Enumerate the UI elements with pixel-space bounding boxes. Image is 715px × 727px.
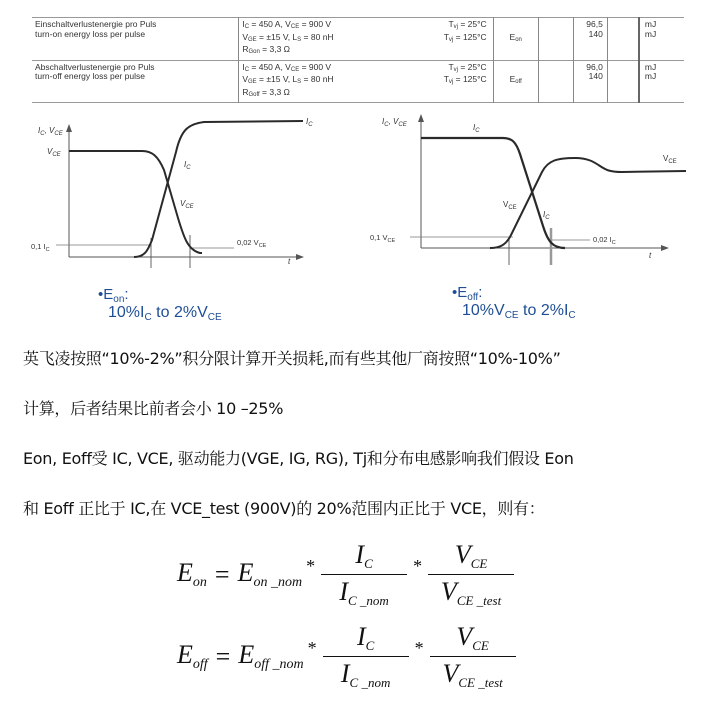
turn-on-waveform-diagram xyxy=(0,100,360,285)
vce-curve xyxy=(490,158,686,248)
condition-line: $V_{GE} = \pm 15$ V, $L_S = 80$ nH xyxy=(242,74,334,85)
ic-top-label: $I_C$ xyxy=(473,123,480,134)
condition-line: $R_{Gon} = 3,3$ Ω xyxy=(242,44,291,55)
turn-off-waveform-diagram xyxy=(360,100,715,285)
param-name-de: Abschaltverlustenergie pro Puls xyxy=(35,61,155,72)
param-name-en: turn-off energy loss per pulse xyxy=(35,71,145,81)
y-axis-label: $I_C$, $V_{CE}$ xyxy=(38,126,63,137)
threshold-label-vce: 0,02 $V_{CE}$ xyxy=(237,238,267,249)
threshold-label-ic: 0,02 $I_C$ xyxy=(593,235,616,246)
ic-curve xyxy=(421,138,565,248)
typ-value: 96,0 140 xyxy=(573,60,607,103)
param-symbol: $E_{on}$ xyxy=(493,18,538,61)
condition-line: $R_{Goff} = 3,3$ Ω xyxy=(242,86,290,98)
formula-eon xyxy=(177,540,516,609)
voltage-ratio-fraction: $\frac{V_{CE}}{V_{CE \_test}}$ xyxy=(428,540,514,609)
max-value xyxy=(607,18,639,61)
ic-end-label: $I_C$ xyxy=(306,117,313,128)
param-description xyxy=(32,18,239,61)
ic-mid-label: $I_C$ xyxy=(184,160,191,171)
x-axis-arrow-icon xyxy=(661,245,669,251)
eoff-caption xyxy=(452,284,576,321)
y-axis-label: $I_C$, $V_{CE}$ xyxy=(382,117,407,128)
paragraph-comparison: 计算，后者结果比前者会小 10 –25% xyxy=(23,399,284,418)
multiply-sign: * xyxy=(413,556,423,576)
eon-caption-range: $10\%I_C$ to $2\%V_{CE}$ xyxy=(108,304,222,323)
formula-lhs: $E_{on}$ xyxy=(177,558,207,590)
min-value xyxy=(538,60,573,103)
table-row-eon xyxy=(32,18,684,61)
threshold-label-ic: 0,1 $I_C$ xyxy=(31,242,50,253)
condition-line: $I_C = 450$ A, $V_{CE} = 900$ V xyxy=(242,19,332,30)
test-conditions xyxy=(239,18,394,61)
equals-sign: = xyxy=(215,641,231,671)
param-name-en: turn-on energy loss per pulse xyxy=(35,28,146,39)
vce-mid-label: $V_{CE}$ xyxy=(180,199,194,210)
multiply-sign: * xyxy=(414,638,424,658)
table-row-eoff xyxy=(32,60,684,103)
paragraph-assumption: 和 Eoff 正比于 IC,在 VCE_test (900V)的 20%范围内正比于 VCE，则有： xyxy=(23,499,545,518)
temperature-conditions: $T_{vj} = 25^\circ C$ $T_{vj} = 125^\circ C$ xyxy=(443,19,487,43)
ic-curve xyxy=(134,121,303,257)
vce-mid-label: $V_{CE}$ xyxy=(503,200,517,211)
current-ratio-fraction: $\frac{I_C}{I_{C \_nom}}$ xyxy=(321,540,407,609)
eon-caption xyxy=(98,286,222,323)
min-value xyxy=(538,18,573,61)
param-description xyxy=(32,60,239,103)
typ-value: 96,5 140 xyxy=(573,18,607,61)
y-axis-arrow-icon xyxy=(418,114,424,122)
max-value xyxy=(607,60,639,103)
eoff-caption-title: $•E_{off}$: xyxy=(452,284,483,303)
voltage-ratio-fraction: $\frac{V_{CE}}{V_{CE \_test}}$ xyxy=(430,622,516,691)
vce-level-label: $V_{CE}$ xyxy=(47,147,61,158)
condition-line: $V_{GE} = \pm 15$ V, $L_S = 80$ nH xyxy=(242,31,334,43)
eoff-caption-range: $10\%V_{CE}$ to $2\%I_C$ xyxy=(462,302,576,321)
multiply-sign: * xyxy=(307,638,317,658)
x-axis-label: t xyxy=(649,251,652,260)
formula-eoff xyxy=(177,622,518,691)
temperature-conditions: $T_{vj} = 25^\circ C$ $T_{vj} = 125^\circ C$ xyxy=(443,61,487,85)
condition-line: $I_C = 450$ A, $V_{CE} = 900$ V xyxy=(242,61,332,73)
equals-sign: = xyxy=(214,559,230,589)
formula-lhs: $E_{off}$ xyxy=(177,640,208,672)
current-ratio-fraction: $\frac{I_C}{I_{C \_nom}}$ xyxy=(323,622,409,691)
datasheet-table xyxy=(32,17,684,103)
ic-mid-label: $I_C$ xyxy=(543,210,550,221)
formula-nominal-term: $E_{on \_nom}$ xyxy=(237,558,303,590)
y-axis-arrow-icon xyxy=(66,124,72,132)
unit: mJ mJ xyxy=(639,60,684,103)
vce-end-label: $V_{CE}$ xyxy=(663,154,677,165)
paragraph-dependencies: Eon, Eoff受 IC, VCE, 驱动能力(VGE, IG, RG), Tj和分布电感影响我们假设 Eon xyxy=(23,449,574,468)
multiply-sign: * xyxy=(306,556,316,576)
test-conditions xyxy=(239,60,394,103)
eon-caption-title: $•E_{on}$: xyxy=(98,286,129,305)
param-name-de: Einschaltverlustenergie pro Puls xyxy=(35,19,157,29)
param-symbol: $E_{off}$ xyxy=(493,60,538,103)
paragraph-integration-limits: 英飞凌按照“10%-2%”积分限计算开关损耗,而有些其他厂商按照“10%-10%” xyxy=(23,349,561,368)
formula-nominal-term: $E_{off \_nom}$ xyxy=(238,640,304,672)
x-axis-arrow-icon xyxy=(296,254,304,260)
threshold-label-vce: 0,1 $V_{CE}$ xyxy=(370,233,396,244)
unit: mJ mJ xyxy=(639,18,684,61)
x-axis-label: t xyxy=(288,257,291,266)
